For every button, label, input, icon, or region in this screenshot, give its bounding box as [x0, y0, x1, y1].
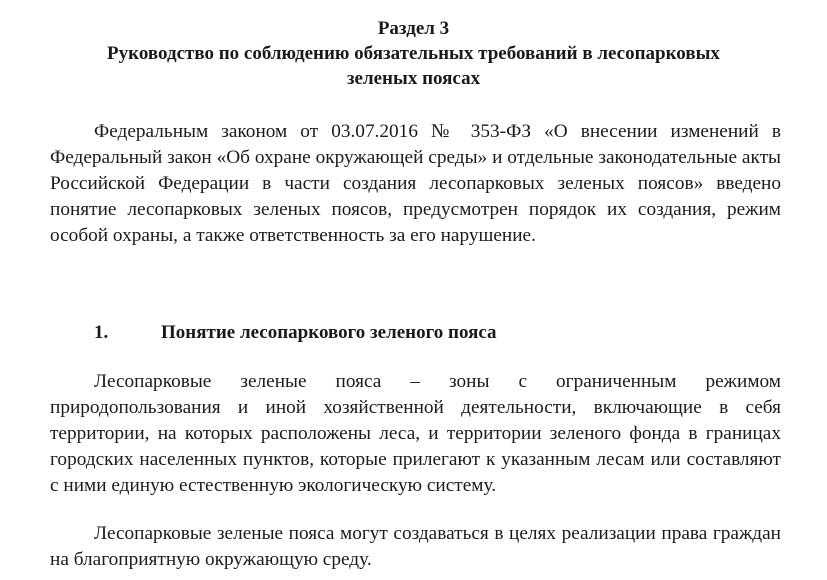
intro-paragraph: Федеральным законом от 03.07.2016 № 353-ФЗ «О внесении изменений в Федеральный закон «Об охране окружающей среды» и отдельные законодательные акты Российской Федерации в части создания лесопарковых зеленых поясов» введено понятие лесопарковых зеленых поясов, предусмотрен порядок их создания, режим особой охраны, а также ответственность за его нарушение.: [50, 121, 781, 246]
section-title-line-1: Руководство по соблюдению обязательных требований в лесопарковых: [107, 43, 720, 64]
subsection-number: 1.: [94, 322, 109, 343]
section-label: Раздел 3: [377, 18, 450, 39]
section-title-line-2: зеленых поясах: [346, 68, 481, 89]
purpose-paragraph: Лесопарковые зеленые пояса могут создаваться в целях реализации права граждан на благоприятную окружающую среду.: [50, 523, 781, 570]
section-heading: [0, 16, 827, 91]
subsection-heading: [94, 320, 497, 346]
subsection-title: Понятие лесопаркового зеленого пояса: [161, 322, 497, 343]
definition-paragraph: Лесопарковые зеленые пояса – зоны с ограниченным режимом природопользования и иной хозяйственной деятельности, включающие в себя территории, на которых расположены леса, и территории зеленого фонда в границах городских населенных пунктов, которые прилегают к указанным лесам или составляют с ними единую естественную экологическую систему.: [50, 371, 781, 496]
